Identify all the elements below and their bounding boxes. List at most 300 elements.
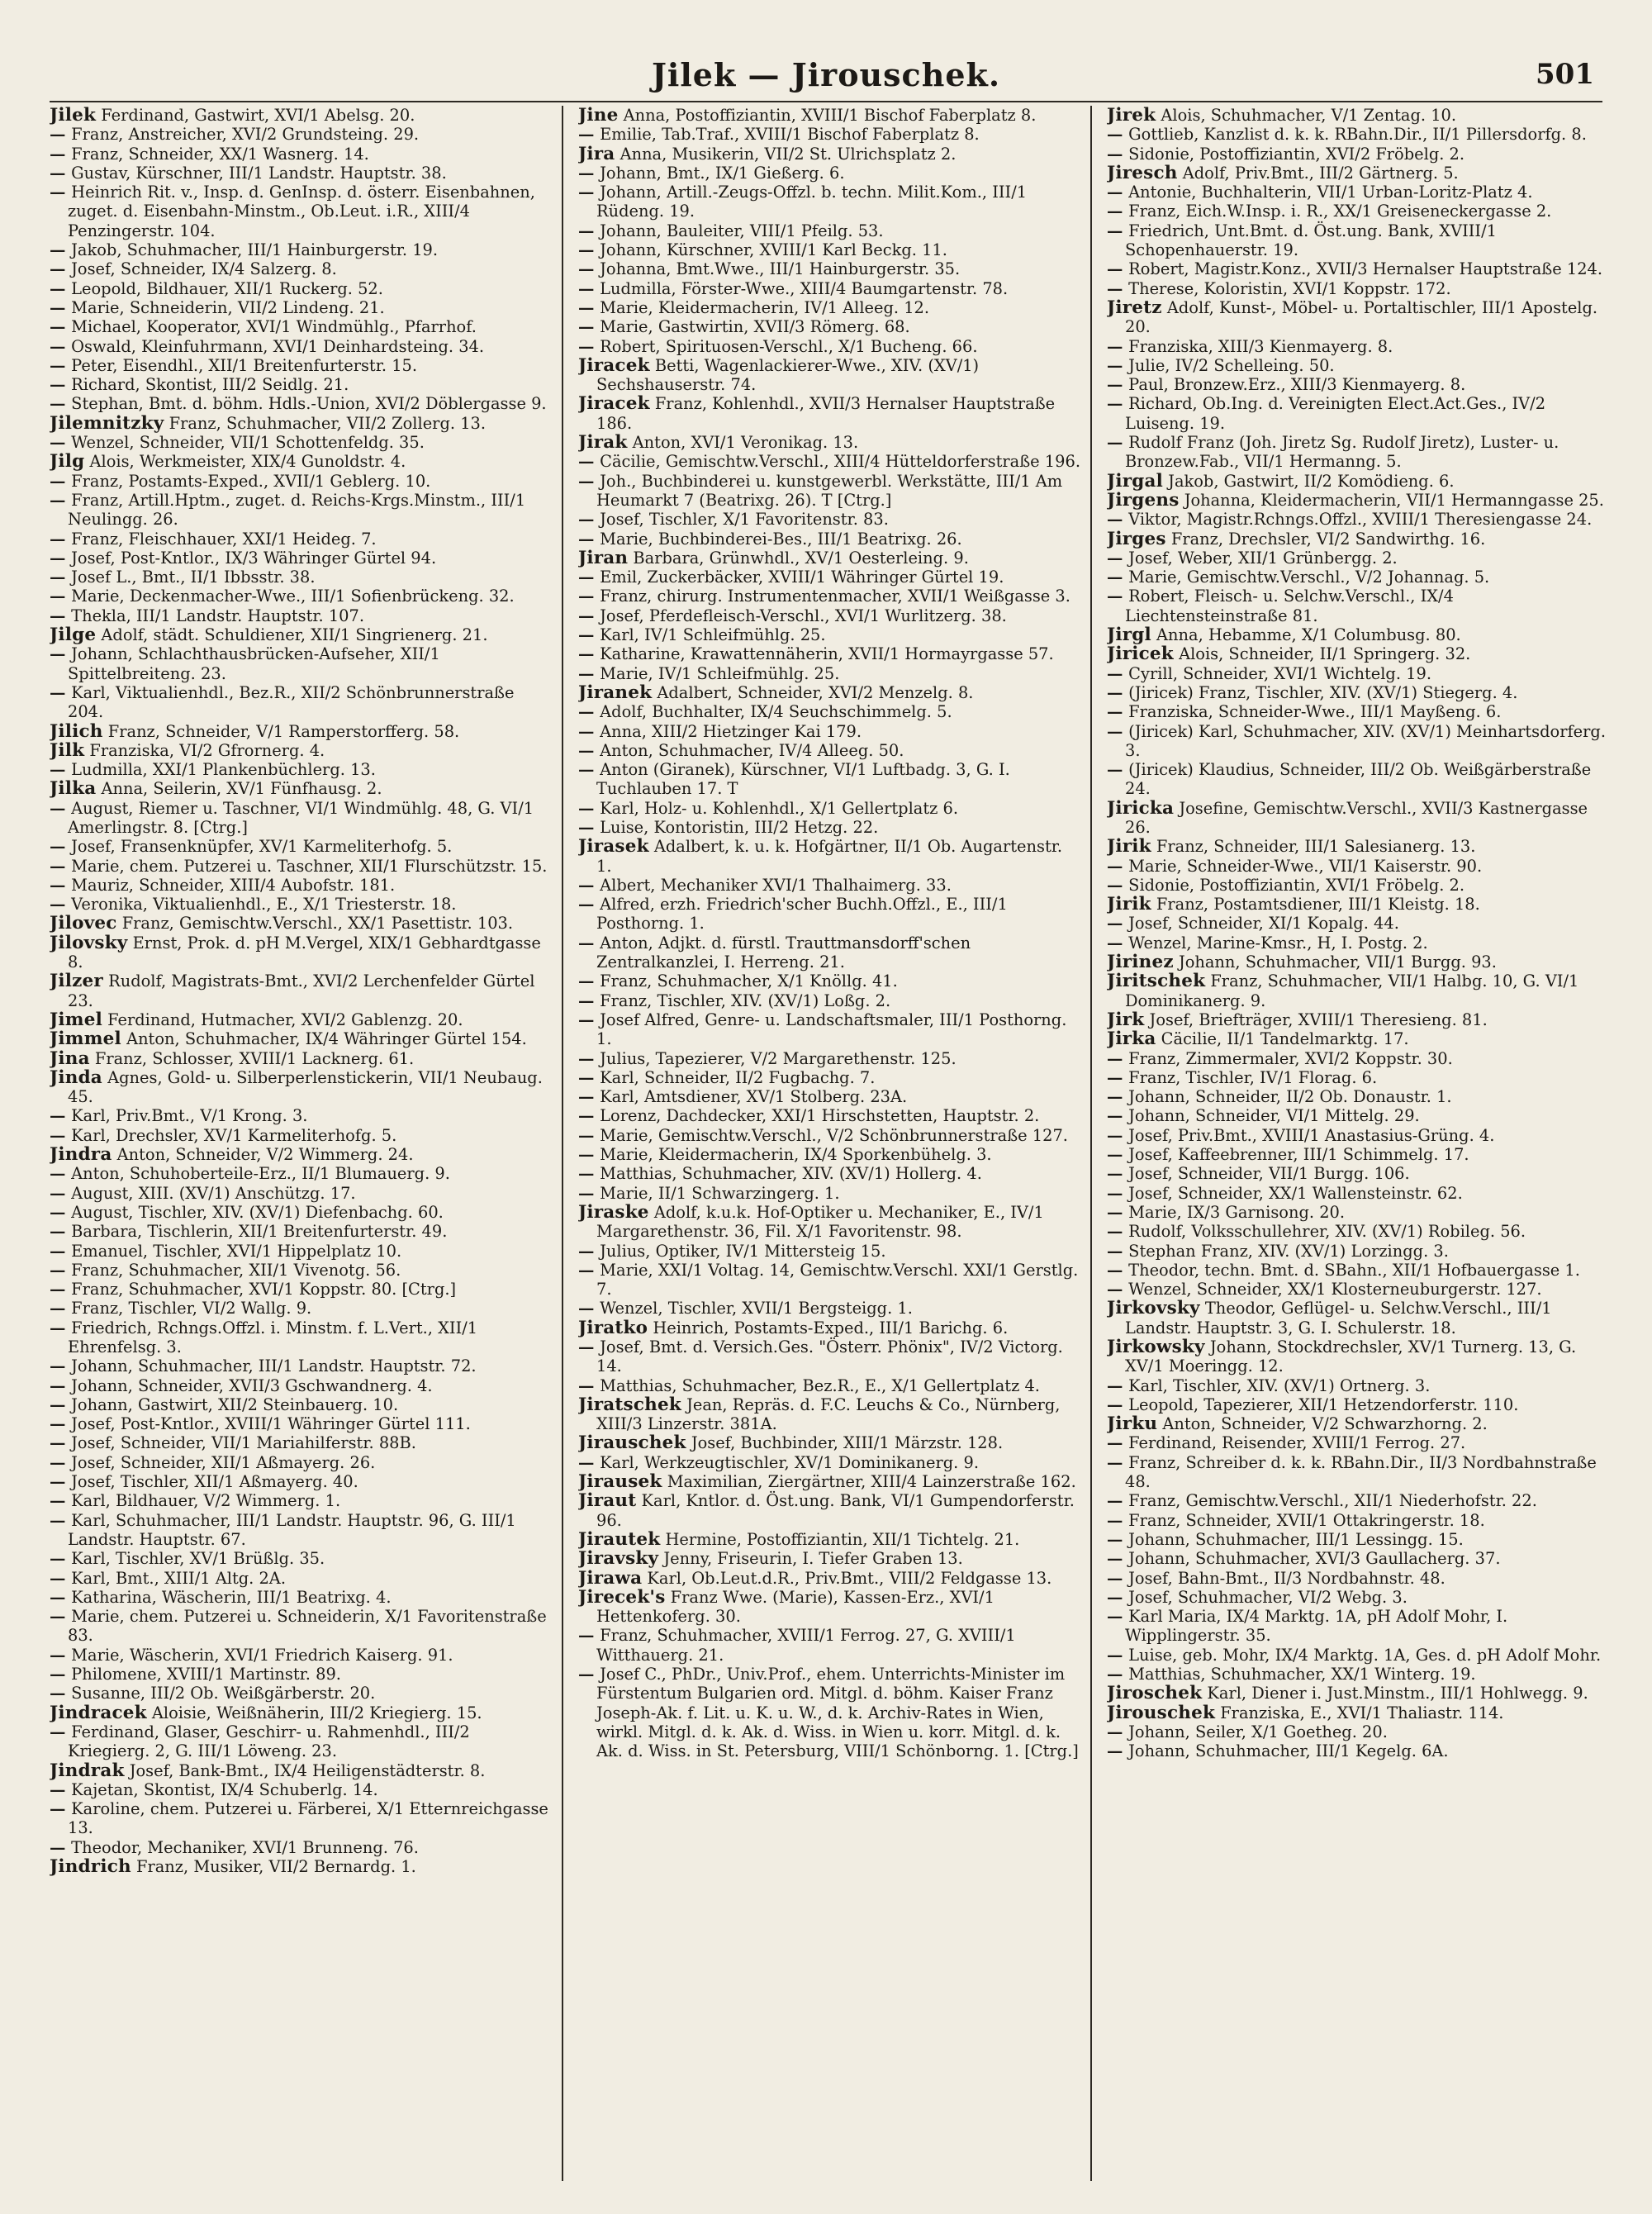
directory-entry xyxy=(50,625,553,644)
entry-surname: Jiroschek xyxy=(1107,1683,1203,1704)
entry-surname: Jirges xyxy=(1107,528,1166,549)
entry-dash: — xyxy=(578,1087,601,1107)
entry-dash: — xyxy=(50,1394,72,1414)
directory-entry xyxy=(1107,702,1611,721)
directory-entry xyxy=(50,1164,553,1183)
entry-dash: — xyxy=(578,991,601,1010)
entry-surname: Jilovsky xyxy=(50,932,128,953)
entry-dash: — xyxy=(50,125,72,145)
entry-text: Karl, Priv.Bmt., V/1 Krong. 3. xyxy=(71,1106,308,1126)
entry-dash: — xyxy=(50,1375,72,1395)
entry-text: Johann, Stockdrechsler, XV/1 Turnerg. 13, G. XV/1 Moeringg. 12. xyxy=(1125,1337,1577,1376)
entry-dash: — xyxy=(578,1183,601,1203)
column-middle xyxy=(578,106,1092,2181)
entry-surname: Jirgal xyxy=(1107,470,1163,492)
directory-entry xyxy=(1107,1242,1611,1261)
directory-entry xyxy=(578,1472,1082,1491)
entry-text: Marie, IV/1 Schleifmühlg. 25. xyxy=(600,663,840,683)
entry-text: Johanna, Bmt.Wwe., III/1 Hainburgerstr. 35. xyxy=(600,259,961,279)
entry-text: Franz, Drechsler, VI/2 Sandwirthg. 16. xyxy=(1170,529,1486,549)
entry-text: Franz, Gemischtw.Verschl., XII/1 Niederhofstr. 22. xyxy=(1128,1491,1537,1511)
entry-dash: — xyxy=(578,1010,601,1029)
entry-surname: Jine xyxy=(578,106,619,126)
entry-text: Karl, Drechsler, XV/1 Karmeliterhofg. 5. xyxy=(71,1125,397,1145)
entry-dash: — xyxy=(578,1299,601,1318)
entry-text: Franz, Schneider, XX/1 Wasnerg. 14. xyxy=(71,144,369,164)
entry-text: Robert, Magistr.Konz., XVII/3 Hernalser Hauptstraße 124. xyxy=(1128,259,1603,279)
entry-text: Johann, Schuhmacher, XVI/3 Gaullacherg. 37. xyxy=(1128,1549,1501,1569)
entry-text: Karl, Holz- u. Kohlenhdl., X/1 Gellertplatz 6. xyxy=(600,798,959,818)
directory-entry xyxy=(1107,953,1611,972)
directory-entry xyxy=(50,1242,553,1261)
directory-entry xyxy=(1107,356,1611,375)
entry-text: Josef, Pferdefleisch-Verschl., XVI/1 Wurlitzerg. 38. xyxy=(600,606,1007,625)
directory-entry xyxy=(578,1106,1082,1125)
entry-text: Marie, Schneiderin, VII/2 Lindeng. 21. xyxy=(71,297,385,317)
entry-dash: — xyxy=(1107,1145,1129,1165)
entry-surname: Jindrak xyxy=(50,1760,125,1781)
directory-entry xyxy=(1107,1703,1611,1722)
entry-text: Anton, Schuhmacher, IV/4 Alleeg. 50. xyxy=(600,740,904,760)
directory-entry xyxy=(50,837,553,856)
directory-entry xyxy=(1107,664,1611,683)
entry-surname: Jindrich xyxy=(50,1856,131,1878)
entry-surname: Jindracek xyxy=(50,1702,147,1723)
entry-text: Stephan Franz, XIV. (XV/1) Lorzingg. 3. xyxy=(1128,1241,1449,1261)
entry-surname: Jirinez xyxy=(1107,952,1174,973)
directory-entry xyxy=(578,683,1082,702)
entry-surname: Jilg xyxy=(50,451,85,473)
directory-entry xyxy=(50,1703,553,1722)
entry-dash: — xyxy=(1107,1645,1129,1665)
directory-entry xyxy=(1107,1164,1611,1183)
entry-dash: — xyxy=(1107,914,1129,934)
entry-dash: — xyxy=(578,1375,601,1395)
entry-dash: — xyxy=(578,221,601,240)
entry-text: Aloisie, Weißnäherin, III/2 Kriegierg. 15. xyxy=(151,1703,482,1722)
entry-dash: — xyxy=(1107,568,1129,587)
entry-dash: — xyxy=(578,760,601,780)
entry-dash: — xyxy=(1107,1491,1129,1511)
entry-dash: — xyxy=(578,1241,601,1261)
entry-dash: — xyxy=(578,471,601,491)
entry-dash: — xyxy=(1107,1183,1129,1203)
entry-text: Wenzel, Tischler, XVII/1 Bergsteigg. 1. xyxy=(600,1299,913,1318)
entry-surname: Jirkovsky xyxy=(1107,1298,1200,1319)
entry-dash: — xyxy=(1107,510,1129,530)
entry-text: Karl, Bildhauer, V/2 Wimmerg. 1. xyxy=(71,1491,341,1511)
entry-surname: Jiratko xyxy=(578,1317,648,1338)
entry-dash: — xyxy=(1107,1568,1129,1588)
entry-dash: — xyxy=(578,259,601,279)
entry-text: Adolf, Priv.Bmt., III/2 Gärtnerg. 5. xyxy=(1182,163,1459,183)
directory-entry xyxy=(1107,934,1611,953)
entry-text: Sidonie, Postoffiziantin, XVI/2 Fröbelg. 2. xyxy=(1128,144,1465,164)
directory-entry xyxy=(578,183,1082,221)
entry-surname: Jiritschek xyxy=(1107,971,1206,992)
directory-entry xyxy=(1107,491,1611,510)
entry-text: Josef, Bahn-Bmt., II/3 Nordbahnstr. 48. xyxy=(1128,1568,1446,1588)
directory-entry xyxy=(578,1145,1082,1164)
directory-entry xyxy=(1107,530,1611,549)
directory-entry xyxy=(1107,1665,1611,1684)
directory-entry xyxy=(50,1203,553,1222)
entry-text: Karl, Viktualienhdl., Bez.R., XII/2 Schönbrunnerstraße 204. xyxy=(68,682,515,722)
directory-entry xyxy=(578,452,1082,471)
entry-text: Katharine, Krawattennäherin, XVII/1 Hormayrgasse 57. xyxy=(600,644,1054,664)
directory-entry xyxy=(50,452,553,471)
entry-text: Marie, chem. Putzerei u. Taschner, XII/1 Flurschützstr. 15. xyxy=(71,856,548,876)
entry-text: Franz, Fleischhauer, XXI/1 Heideg. 7. xyxy=(71,529,377,549)
entry-text: Katharina, Wäscherin, III/1 Beatrixg. 4. xyxy=(71,1587,392,1607)
entry-surname: Jirkowsky xyxy=(1107,1337,1205,1357)
directory-entry xyxy=(50,279,553,298)
entry-surname: Jirka xyxy=(1107,1029,1156,1050)
entry-text: Adalbert, Schneider, XVI/2 Menzelg. 8. xyxy=(657,682,974,702)
entry-text: Franz, Schneider, XVII/1 Ottakringerstr. 18. xyxy=(1128,1510,1485,1530)
entry-surname: Jindra xyxy=(50,1144,112,1166)
entry-dash: — xyxy=(578,740,601,760)
entry-dash: — xyxy=(50,1299,72,1318)
entry-text: Anton, Schneider, V/2 Wimmerg. 24. xyxy=(116,1145,414,1165)
entry-text: Josef, Bmt. d. Versich.Ges. "Österr. Phönix", IV/2 Victorg. 14. xyxy=(596,1337,1063,1376)
entry-dash: — xyxy=(50,1202,72,1222)
entry-text: Matthias, Schuhmacher, XX/1 Winterg. 19. xyxy=(1128,1665,1476,1684)
directory-entry xyxy=(1107,1684,1611,1703)
entry-text: Karl, IV/1 Schleifmühlg. 25. xyxy=(600,625,826,645)
directory-entry xyxy=(578,394,1082,433)
entry-text: Karoline, chem. Putzerei u. Färberei, X/1 Etternreichgasse 13. xyxy=(68,1799,548,1838)
entry-dash: — xyxy=(50,1241,72,1261)
entry-dash: — xyxy=(50,1452,72,1472)
directory-entry xyxy=(50,337,553,356)
entry-text: Josef, Weber, XII/1 Grünbergg. 2. xyxy=(1128,548,1398,568)
entry-text: Anna, Seilerin, XV/1 Fünfhausg. 2. xyxy=(101,779,382,799)
entry-text: Theodor, Geflügel- u. Selchw.Verschl., III/1 Landstr. Hauptstr. 3, G. I. Schulerstr. 18. xyxy=(1125,1299,1552,1337)
entry-dash: — xyxy=(1107,1202,1129,1222)
entry-text: Anna, Postoffiziantin, XVIII/1 Bischof Faberplatz 8. xyxy=(623,106,1037,125)
directory-entry xyxy=(50,317,553,336)
entry-dash: — xyxy=(578,1260,601,1280)
directory-entry xyxy=(50,240,553,259)
entry-text: Josef, Schneider, XII/1 Aßmayerg. 26. xyxy=(71,1452,376,1472)
directory-entry xyxy=(50,895,553,914)
directory-entry xyxy=(578,1549,1082,1568)
directory-entry xyxy=(1107,1222,1611,1241)
entry-dash: — xyxy=(578,1145,601,1165)
entry-text: Josef C., PhDr., Univ.Prof., ehem. Unterrichts-Minister im Fürstentum Bulgarien ord. Mitgl. d. böhm. Kaiser Franz Joseph-Ak. f. Lit. u. K. u. W., d. k. Archiv-Rates in Wien, wirkl. Mitgl. d. k. Ak. d. Wiss. in Wien u. korr. Mitgl. d. k. Ak. d. Wiss. in St. Petersburg, VIII/1 Schönborng. 1. [Ctrg.] xyxy=(596,1665,1079,1761)
entry-text: Marie, Gastwirtin, XVII/3 Römerg. 68. xyxy=(600,317,910,337)
directory-entry xyxy=(50,1472,553,1491)
entry-dash: — xyxy=(50,1665,72,1684)
directory-entry xyxy=(1107,1203,1611,1222)
entry-dash: — xyxy=(50,1837,72,1857)
directory-entry xyxy=(50,1414,553,1433)
entry-text: Julius, Optiker, IV/1 Mittersteig 15. xyxy=(600,1241,886,1261)
directory-entry xyxy=(1107,1607,1611,1646)
directory-entry xyxy=(578,221,1082,240)
entry-dash: — xyxy=(578,163,601,183)
directory-entry xyxy=(50,356,553,375)
entry-text: Franz, Zimmermaler, XVI/2 Koppstr. 30. xyxy=(1128,1048,1453,1068)
directory-entry xyxy=(50,1646,553,1665)
entry-text: Stephan, Bmt. d. böhm. Hdls.-Union, XVI/2 Döblergasse 9. xyxy=(71,394,547,414)
entry-text: Karl, Amtsdiener, XV/1 Stolberg. 23A. xyxy=(600,1087,908,1107)
entry-surname: Jirak xyxy=(578,432,628,454)
entry-text: (Jiricek) Klaudius, Schneider, III/2 Ob. Weißgärberstraße 24. xyxy=(1125,760,1592,799)
entry-dash: — xyxy=(1107,1433,1129,1453)
directory-entry xyxy=(578,1588,1082,1627)
entry-dash: — xyxy=(578,1106,601,1126)
directory-entry xyxy=(50,414,553,433)
directory-entry xyxy=(50,683,553,722)
entry-text: Johann, Schuhmacher, VII/1 Burgg. 93. xyxy=(1178,953,1497,972)
entry-text: Johann, Gastwirt, XII/2 Steinbauerg. 10. xyxy=(71,1394,399,1414)
entry-dash: — xyxy=(50,490,72,510)
entry-dash: — xyxy=(1107,144,1129,164)
directory-entry xyxy=(1107,202,1611,221)
entry-text: Josef Alfred, Genre- u. Landschaftsmaler, III/1 Posthorng. 1. xyxy=(596,1010,1067,1049)
directory-entry xyxy=(50,722,553,741)
entry-text: Theodor, techn. Bmt. d. SBahn., XII/1 Hofbauergasse 1. xyxy=(1128,1260,1580,1280)
entry-text: Josef, Tischler, XII/1 Aßmayerg. 40. xyxy=(71,1472,358,1492)
entry-text: Karl Maria, IX/4 Marktg. 1A, pH Adolf Mohr, I. Wipplingerstr. 35. xyxy=(1125,1607,1508,1646)
entry-text: Josef, Post-Kntlor., IX/3 Währinger Gürtel 94. xyxy=(71,548,437,568)
entry-dash: — xyxy=(1107,1375,1129,1395)
directory-entry xyxy=(50,1588,553,1607)
entry-dash: — xyxy=(50,163,72,183)
directory-entry xyxy=(1107,1741,1611,1760)
directory-entry xyxy=(50,125,553,144)
directory-entry xyxy=(50,1761,553,1780)
directory-entry xyxy=(50,549,553,568)
entry-dash: — xyxy=(1107,702,1129,722)
entry-text: Anna, Musikerin, VII/2 St. Ulrichsplatz 2. xyxy=(620,144,957,164)
directory-entry xyxy=(1107,1395,1611,1414)
entry-dash: — xyxy=(50,240,72,260)
entry-dash: — xyxy=(50,682,72,702)
directory-entry xyxy=(578,164,1082,183)
directory-entry xyxy=(1107,914,1611,933)
entry-dash: — xyxy=(50,644,72,664)
directory-entry xyxy=(578,972,1082,991)
directory-entry xyxy=(578,837,1082,876)
directory-entry xyxy=(578,1049,1082,1068)
entry-dash: — xyxy=(50,1491,72,1511)
entry-text: Josef, Priv.Bmt., XVIII/1 Anastasius-Grüng. 4. xyxy=(1128,1125,1495,1145)
directory-entry xyxy=(578,1337,1082,1376)
directory-entry xyxy=(578,722,1082,741)
entry-text: Adolf, Kunst-, Möbel- u. Portaltischler, III/1 Apostelg. 20. xyxy=(1125,297,1598,337)
directory-entry xyxy=(1107,1491,1611,1510)
entry-surname: Jirku xyxy=(1107,1413,1158,1435)
directory-entry xyxy=(50,1145,553,1164)
entry-text: Franz, Musiker, VII/2 Bernardg. 1. xyxy=(136,1857,416,1877)
entry-dash: — xyxy=(1107,1280,1129,1299)
entry-text: Anna, Hebamme, X/1 Columbusg. 80. xyxy=(1156,625,1461,645)
entry-text: Gottlieb, Kanzlist d. k. k. RBahn.Dir., II/1 Pillersdorfg. 8. xyxy=(1128,125,1587,145)
entry-text: Sidonie, Postoffiziantin, XVI/1 Fröbelg. 2. xyxy=(1128,875,1465,895)
entry-surname: Jiran xyxy=(578,547,629,568)
entry-text: Franz, Kohlenhdl., XVII/3 Hernalser Hauptstraße 186. xyxy=(596,394,1056,433)
entry-dash: — xyxy=(1107,375,1129,395)
directory-entry xyxy=(1107,857,1611,876)
directory-entry xyxy=(1107,106,1611,125)
entry-dash: — xyxy=(578,336,601,356)
entry-text: Josef, Tischler, X/1 Favoritenstr. 83. xyxy=(600,510,889,530)
entry-dash: — xyxy=(1107,1125,1129,1145)
directory-entry xyxy=(1107,683,1611,702)
directory-entry xyxy=(578,1530,1082,1549)
directory-entry xyxy=(578,760,1082,799)
entry-dash: — xyxy=(578,933,601,953)
entry-text: Marie, chem. Putzerei u. Schneiderin, X/1 Favoritenstraße 83. xyxy=(68,1607,547,1646)
directory-entry xyxy=(578,876,1082,895)
entry-text: Marie, XXI/1 Voltag. 14, Gemischtw.Verschl. XXI/1 Gerstlg. 7. xyxy=(596,1260,1079,1299)
directory-entry xyxy=(578,664,1082,683)
directory-entry xyxy=(578,549,1082,568)
entry-text: Heinrich Rit. v., Insp. d. GenInsp. d. österr. Eisenbahnen, zuget. d. Eisenbahn-Minstm., Ob.Leut. i.R., XIII/4 Penzingerstr. 104. xyxy=(68,183,535,240)
directory-entry xyxy=(50,876,553,895)
directory-entry xyxy=(1107,1049,1611,1068)
entry-text: Karl, Schneider, II/2 Fugbachg. 7. xyxy=(600,1067,876,1087)
directory-entry xyxy=(1107,587,1611,625)
entry-text: Marie, Gemischtw.Verschl., V/2 Schönbrunnerstraße 127. xyxy=(600,1125,1068,1145)
entry-text: Johann, Schuhmacher, III/1 Lessingg. 15. xyxy=(1128,1529,1464,1549)
directory-entry xyxy=(1107,972,1611,1010)
directory-entry xyxy=(50,472,553,491)
directory-entry xyxy=(1107,876,1611,895)
entry-text: Josef, Post-Kntlor., XVIII/1 Währinger Gürtel 111. xyxy=(71,1414,471,1434)
directory-entry xyxy=(50,1722,553,1761)
entry-text: Adolf, städt. Schuldiener, XII/1 Singrienerg. 21. xyxy=(101,625,488,645)
entry-surname: Jirawa xyxy=(578,1567,643,1589)
entry-text: Johann, Bauleiter, VIII/1 Pfeilg. 53. xyxy=(600,221,884,240)
entry-dash: — xyxy=(1107,1607,1129,1627)
entry-text: Franziska, Schneider-Wwe., III/1 Mayßeng. 6. xyxy=(1128,702,1502,722)
directory-entry xyxy=(50,1106,553,1125)
entry-dash: — xyxy=(1107,202,1129,221)
entry-text: Alois, Werkmeister, XIX/4 Gunoldstr. 4. xyxy=(89,452,406,472)
column-right xyxy=(1107,106,1619,2181)
entry-text: Franz, Schreiber d. k. k. RBahn.Dir., II/3 Nordbahnstraße 48. xyxy=(1125,1452,1597,1492)
directory-entry xyxy=(50,1433,553,1452)
directory-entry xyxy=(578,1010,1082,1049)
entry-text: Betti, Wagenlackierer-Wwe., XIV. (XV/1) Sechshauserstr. 74. xyxy=(596,355,980,395)
entry-dash: — xyxy=(50,394,72,414)
entry-text: Gustav, Kürschner, III/1 Landstr. Hauptstr. 38. xyxy=(71,163,447,183)
directory-entry xyxy=(1107,1453,1611,1492)
directory-entry xyxy=(578,1184,1082,1203)
entry-surname: Jiresch xyxy=(1107,162,1178,183)
entry-text: Hermine, Postoffiziantin, XII/1 Tichtelg. 21. xyxy=(665,1529,1020,1549)
entry-text: Marie, II/1 Schwarzingerg. 1. xyxy=(600,1183,840,1203)
entry-dash: — xyxy=(1107,183,1129,202)
directory-entry xyxy=(578,1626,1082,1665)
entry-text: Franz, Tischler, VI/2 Wallg. 9. xyxy=(71,1299,312,1318)
directory-entry xyxy=(1107,221,1611,260)
entry-text: Marie, Buchbinderei-Bes., III/1 Beatrixg. 26. xyxy=(600,529,962,549)
entry-text: Marie, Kleidermacherin, IV/1 Alleeg. 12. xyxy=(600,297,930,317)
entry-dash: — xyxy=(578,817,601,837)
directory-entry xyxy=(1107,625,1611,644)
entry-text: Ferdinand, Glaser, Geschirr- u. Rahmenhdl., III/2 Kriegierg. 2, G. III/1 Löweng. 23. xyxy=(68,1722,470,1761)
entry-dash: — xyxy=(578,297,601,317)
entry-dash: — xyxy=(50,1222,72,1242)
entry-dash: — xyxy=(1107,355,1129,375)
entry-dash: — xyxy=(578,702,601,722)
entry-surname: Jiretz xyxy=(1107,297,1162,318)
entry-text: Adalbert, k. u. k. Hofgärtner, II/1 Ob. Augartenstr. 1. xyxy=(596,837,1063,876)
entry-dash: — xyxy=(1107,587,1129,606)
entry-text: Kajetan, Skontist, IX/4 Schuberlg. 14. xyxy=(71,1779,378,1799)
entry-dash: — xyxy=(50,1607,72,1627)
entry-text: Thekla, III/1 Landstr. Hauptstr. 107. xyxy=(71,606,364,625)
entry-text: Karl, Tischler, XIV. (XV/1) Ortnerg. 3. xyxy=(1128,1375,1431,1395)
entry-dash: — xyxy=(1107,278,1129,298)
directory-entry xyxy=(1107,1569,1611,1588)
entry-text: Jakob, Schuhmacher, III/1 Hainburgerstr. 19. xyxy=(71,240,439,260)
entry-dash: — xyxy=(1107,1222,1129,1242)
entry-text: Karl, Werkzeugtischler, XV/1 Dominikanerg. 9. xyxy=(600,1452,979,1472)
directory-entry xyxy=(50,1222,553,1241)
directory-entry xyxy=(1107,1299,1611,1337)
directory-entry xyxy=(50,491,553,530)
directory-entry xyxy=(578,895,1082,934)
directory-entry xyxy=(1107,337,1611,356)
entry-surname: Jina xyxy=(50,1048,90,1069)
entry-dash: — xyxy=(50,1510,72,1530)
entry-text: Franz, Artill.Hptm., zuget. d. Reichs-Krgs.Minstm., III/1 Neulingg. 26. xyxy=(68,490,526,530)
entry-text: Albert, Mechaniker XVI/1 Thalhaimerg. 33. xyxy=(600,875,952,895)
entry-dash: — xyxy=(578,278,601,298)
entry-text: Franz, Schneider, V/1 Ramperstorfferg. 58. xyxy=(107,721,460,741)
entry-text: August, XIII. (XV/1) Anschützg. 17. xyxy=(71,1183,356,1203)
entry-text: Marie, Gemischtw.Verschl., V/2 Johannag. 5. xyxy=(1128,568,1490,587)
entry-dash: — xyxy=(50,144,72,164)
entry-dash: — xyxy=(50,336,72,356)
entry-text: Cäcilie, II/1 Tandelmarktg. 17. xyxy=(1161,1029,1409,1049)
entry-dash: — xyxy=(1107,548,1129,568)
entry-dash: — xyxy=(1107,1164,1129,1184)
entry-dash: — xyxy=(50,1318,72,1337)
directory-entry xyxy=(578,606,1082,625)
entry-text: Josef, Bank-Bmt., IX/4 Heiligenstädterstr. 8. xyxy=(129,1760,486,1780)
entry-text: August, Tischler, XIV. (XV/1) Diefenbachg. 60. xyxy=(71,1202,444,1222)
entry-dash: — xyxy=(50,548,72,568)
directory-entry xyxy=(1107,145,1611,164)
directory-entry xyxy=(50,1049,553,1068)
entry-text: Alois, Schneider, II/1 Springerg. 32. xyxy=(1179,644,1471,664)
entry-dash: — xyxy=(578,587,601,606)
entry-dash: — xyxy=(50,1645,72,1665)
entry-dash: — xyxy=(50,1125,72,1145)
entry-text: Josef L., Bmt., II/1 Ibbsstr. 38. xyxy=(71,568,316,587)
entry-text: Emanuel, Tischler, XVI/1 Hippelplatz 10. xyxy=(71,1241,402,1261)
entry-text: Karl, Schuhmacher, III/1 Landstr. Hauptstr. 96, G. III/1 Landstr. Hauptstr. 67. xyxy=(68,1510,516,1549)
entry-text: Philomene, XVIII/1 Martinstr. 89. xyxy=(71,1665,341,1684)
entry-text: Johann, Schneider, XVII/3 Gschwandnerg. 4. xyxy=(71,1375,433,1395)
entry-text: Paul, Bronzew.Erz., XIII/3 Kienmayerg. 8. xyxy=(1128,375,1466,395)
entry-dash: — xyxy=(1107,682,1129,702)
entry-dash: — xyxy=(578,798,601,818)
directory-entry xyxy=(578,1164,1082,1183)
directory-entry xyxy=(1107,1376,1611,1395)
entry-dash: — xyxy=(1107,433,1129,453)
directory-entry xyxy=(1107,1029,1611,1048)
directory-entry xyxy=(50,1511,553,1550)
entry-text: Viktor, Magistr.Rchngs.Offzl., XVIII/1 Theresiengasse 24. xyxy=(1128,510,1593,530)
